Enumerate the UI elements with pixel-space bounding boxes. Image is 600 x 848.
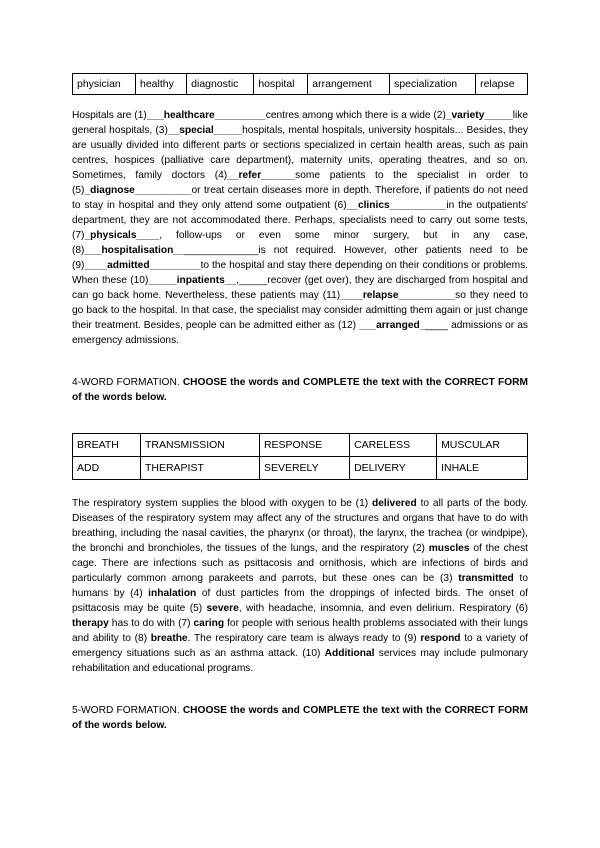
text-run: some patients to the specialist in order to (5): [72, 170, 528, 196]
word-bank-cell: RESPONSE: [259, 434, 349, 457]
word-bank-cell: DELIVERY: [350, 457, 437, 480]
answer-refer: __refer______: [227, 170, 296, 181]
word-bank-cell: CARELESS: [350, 434, 437, 457]
text-run: , with headache, insomnia, and even delirium. Respiratory (6): [238, 603, 528, 614]
answer-physicals: _physicals____: [84, 230, 160, 241]
answer-caring: caring: [193, 618, 225, 629]
respiratory-cloze-text: [72, 496, 528, 676]
word-bank-cell: BREATH: [73, 434, 141, 457]
text-run: has to do with (7): [108, 618, 194, 629]
answer-respond: respond: [420, 633, 461, 644]
word-bank-table-4: [72, 433, 528, 480]
answer-delivered: delivered: [371, 498, 417, 509]
answer-admitted: ____admitted_________: [84, 260, 201, 271]
word-bank-cell: SEVERELY: [259, 457, 349, 480]
answer-healthcare: ___healthcare_________: [146, 110, 266, 121]
answer-special: __special_____: [167, 125, 243, 136]
text-run: to a variety of emergency situations such as an asthma attack. (10): [72, 633, 528, 659]
heading-bold: CHOOSE the words and COMPLETE the text with the CORRECT FORM of the words below.: [72, 377, 528, 403]
text-run: in the outpatients' department, they are not accommodated there. Perhaps, specialists need to carry out some tests, (7): [72, 200, 528, 241]
text-run: like general hospitals, (3): [72, 110, 528, 136]
word-bank-row: [73, 434, 528, 457]
answer-transmitted: transmitted: [458, 573, 514, 584]
answer-therapy: therapy: [72, 618, 109, 629]
text-run: to the hospital and stay there depending on their conditions or problems. When these (10): [72, 260, 528, 286]
word-bank-cell: physician: [73, 74, 136, 95]
section-5-heading: [72, 703, 528, 733]
text-run: centres among which there is a wide (2): [265, 110, 446, 121]
word-bank-cell: relapse: [476, 74, 528, 95]
answer-inhalation: inhalation: [148, 588, 197, 599]
hospitals-cloze-text: [72, 108, 528, 348]
text-run: of the chest cage. There are infections such as psittacosis and ornithosis, which are infections of birds and particularly common among parakeets and parrots, but these ones can be (3): [72, 543, 528, 584]
answer-muscles: muscles: [428, 543, 470, 554]
word-bank-cell: hospital: [254, 74, 308, 95]
word-bank-cell: TRANSMISSION: [140, 434, 259, 457]
answer-severe: severe: [206, 603, 239, 614]
text-run: hospitals, mental hospitals, university hospitals... Besides, they are usually divided into different parts or sections specialized in certain health areas, such as pain centres, hospices (palliative care department), maternity units, operating theatres, and so on. Sometimes, family doctors (4): [72, 125, 528, 181]
answer-additional: Additional: [324, 648, 375, 659]
text-run: of dust particles from the droppings of infected birds. The onset of psittacosis may be quite (5): [72, 588, 528, 614]
text-run: for people with serious health problems associated with their lungs and ability to (8): [72, 618, 528, 644]
text-run: The respiratory system supplies the blood with oxygen to be (1): [72, 498, 372, 509]
word-bank-cell: diagnostic: [187, 74, 254, 95]
word-bank-row: [73, 457, 528, 480]
answer-hospitalisation: ___hospitalisation__: [84, 245, 185, 256]
word-bank-cell: THERAPIST: [140, 457, 259, 480]
word-bank-cell: MUSCULAR: [437, 434, 528, 457]
text-run: ____ admissions or as emergency admissions.: [72, 320, 529, 346]
text-run: services may include pulmonary rehabilitation and educational programs.: [72, 648, 528, 674]
word-bank-cell: healthy: [136, 74, 187, 95]
word-bank-table-3: [72, 73, 528, 95]
word-bank-row: [73, 74, 528, 95]
text-run: to humans by (4): [72, 573, 529, 599]
answer-diagnose: _diagnose__________: [84, 185, 192, 196]
heading-bold: CHOOSE the words and COMPLETE the text with the CORRECT FORM of the words below.: [72, 705, 528, 731]
text-run: or treat certain diseases more in depth. Therefore, if patients do not need to stay in hospital and they only attend some outpatient (6): [72, 185, 528, 211]
answer-clinics: __clinics__________: [346, 200, 447, 211]
answer-relapse: ____relapse__________: [340, 290, 456, 301]
section-4-heading: [72, 375, 528, 405]
answer-breathe: breathe: [150, 633, 188, 644]
text-run: so they need to go back to the hospital. In that case, the specialist may consider admitting them again or just change their treatment. Besides, people can be admitted either as (12): [72, 290, 528, 331]
answer-arranged: ___arranged_: [359, 320, 426, 331]
answer-inpatients: _____inpatients__: [148, 275, 237, 286]
text-run: , follow-ups or even some minor surgery, but in any case, (8): [72, 230, 528, 256]
text-run: Hospitals are (1): [72, 110, 147, 121]
text-run: ,_____recover (get over), they are discharged from hospital and can go back home. Nevertheless, these patients may (11): [72, 275, 528, 301]
heading-plain: 5-WORD FORMATION.: [72, 705, 183, 716]
word-bank-cell: ADD: [73, 457, 141, 480]
heading-plain: 4-WORD FORMATION.: [72, 377, 183, 388]
text-run: _____________is not required. However, other patients need to be (9): [72, 245, 528, 271]
word-bank-cell: specialization: [390, 74, 476, 95]
text-run: . The respiratory care team is always ready to (9): [187, 633, 421, 644]
text-run: to all parts of the body. Diseases of the respiratory system may affect any of the structures and organs that have to do with breathing, including the nasal cavities, the pharynx (or throat), the larynx, the trachea (or windpipe), the bronchi and bronchioles, the tissues of the lungs, and the respiratory (2): [72, 498, 528, 554]
word-bank-cell: INHALE: [437, 457, 528, 480]
answer-variety: _variety_____: [445, 110, 513, 121]
word-bank-cell: arrangement: [308, 74, 390, 95]
